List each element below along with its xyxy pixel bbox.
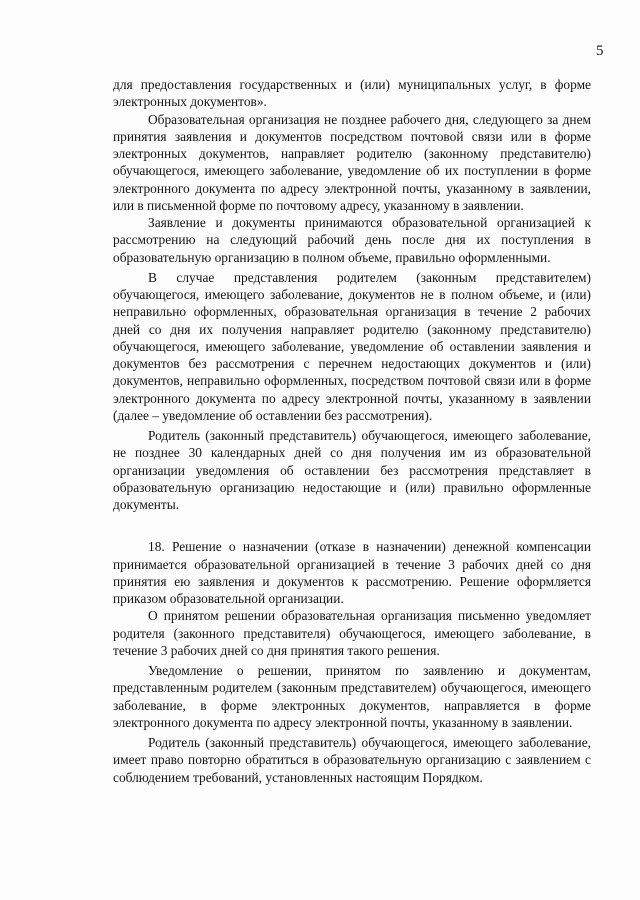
paragraph-reapplication-right: Родитель (законный представитель) обучающегося, имеющего заболевание, имеет право повторно обратиться в образовательную организацию с заявлением с соблюдением требований, установленных настоящим Порядком. — [113, 735, 591, 785]
paragraph-decision-notice: О принятом решении образовательная организация письменно уведомляет родителя (законного представителя) обучающегося, имеющего заболевание, в течение 3 рабочих дней со дня принятия такого решения. — [113, 608, 591, 658]
paragraph-resubmission-deadline: Родитель (законный представитель) обучающегося, имеющего заболевание, не позднее 30 календарных дней со дня получения им из образовательной организации уведомления об оставлении без рассмотрения представляет в образовательную организацию недостающие и (или) правильно оформленные документы. — [113, 428, 591, 512]
paragraph-electronic-notice: Уведомление о решении, принятом по заявлению и документам, представленным родителем (законным представителем) обучающегося, имеющего заболевание, в форме электронных документов, направляется в форме электронного документа по адресу электронной почты, указанному в заявлении. — [113, 663, 591, 730]
paragraph-incomplete-documents: В случае представления родителем (законным представителем) обучающегося, имеющего заболевание, документов не в полном объеме, и (или) неправильно оформленных, образовательная организация в течение 2 рабочих дней со дня их получения направляет родителю (законному представителю) обучающегося, имеющего заболевание, уведомление об оставлении заявления и документов без рассмотрения с перечнем недостающих документов и (или) документов, неправильно оформленных, посредством почтовой связи или в форме электронного документа по адресу электронной почты, указанному в заявлении (далее – уведомление об оставлении без рассмотрения). — [113, 269, 591, 423]
paragraph-continuation: для предоставления государственных и (или) муниципальных услуг, в форме электронных документов». — [113, 77, 591, 110]
paragraph-notification-receipt: Образовательная организация не позднее рабочего дня, следующего за днем принятия заявления и документов посредством почтовой связи или в форме электронных документов, направляет родителю (законному представителю) обучающегося, имеющего заболевание, уведомление об их поступлении в форме электронного документа по адресу электронной почты, указанному в заявлении, или в письменной форме по почтовому адресу, указанному в заявлении. — [113, 111, 591, 213]
paragraph-section-18-decision: 18. Решение о назначении (отказе в назначении) денежной компенсации принимается образовательной организацией в течение 3 рабочих дней со дня принятия ею заявления и документов к рассмотрению. Решение оформляется приказом образовательной организации. — [113, 539, 591, 606]
document-body — [113, 76, 591, 786]
paragraph-acceptance: Заявление и документы принимаются образовательной организацией к рассмотрению на следующий рабочий день после дня их поступления в образовательную организацию в полном объеме, правильно оформленными. — [113, 215, 591, 265]
page-number: 5 — [596, 43, 604, 59]
